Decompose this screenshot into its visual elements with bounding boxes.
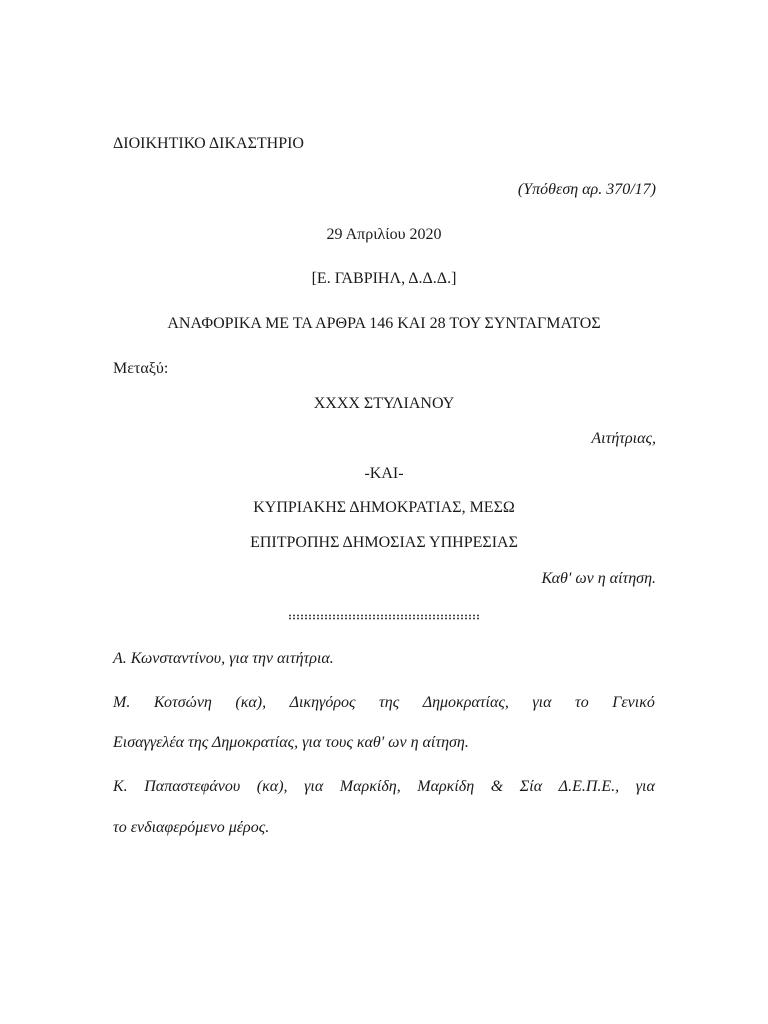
and-label: -ΚΑΙ- [364,465,404,482]
appearance-word: Μαρκίδη, [339,778,401,795]
court-name: ΔΙΟΙΚΗΤΙΚΟ ΔΙΚΑΣΤΗΡΙΟ [113,135,304,152]
appearance-word: Παπαστεφάνου [144,778,241,795]
appearance-word: Μ. [113,694,131,711]
appearance-word: (κα), [235,694,267,711]
appearance-word: το [575,694,589,711]
respondent-line-2: ΕΠΙΤΡΟΠΗΣ ΔΗΜΟΣΙΑΣ ΥΠΗΡΕΣΙΑΣ [250,534,518,551]
subject-heading: ΑΝΑΦΟΡΙΚΑ ΜΕ ΤΑ ΑΡΘΡΑ 146 ΚΑΙ 28 ΤΟΥ ΣΥΝΤΑΓΜΑΤΟΣ [167,315,601,332]
appearance-word: Δημοκρατίας, [422,694,509,711]
appearance-word: & [490,778,504,795]
between-label: Μεταξύ: [113,360,169,377]
appearance-word: Κ. [113,778,128,795]
appearance-word: για [304,778,324,795]
judge-name: [Ε. ΓΑΒΡΙΗΛ, Δ.Δ.Δ.] [311,270,457,287]
appearance-word: (κα), [256,778,288,795]
section-divider [288,614,480,620]
respondent-line-1: ΚΥΠΡΙΑΚΗΣ ΔΗΜΟΚΡΑΤΙΑΣ, ΜΕΣΩ [253,499,515,516]
appearance-word: για [532,694,552,711]
appearance-word: Δικηγόρος [289,694,356,711]
applicant-role: Αιτήτριας, [591,430,656,447]
appearance-word: Σία [519,778,543,795]
appearance-respondent-line-1 [113,693,655,713]
appearance-applicant: Α. Κωνσταντίνου, για την αιτήτρια. [113,650,334,667]
appearance-word: Κοτσώνη [153,694,212,711]
judgment-date: 29 Απριλίου 2020 [326,226,442,243]
appearance-word: Μαρκίδη [417,778,475,795]
respondent-role: Καθ' ων η αίτηση. [541,570,656,587]
appearance-interested-line-2: το ενδιαφερόμενο μέρος. [113,819,270,836]
appearance-respondent-line-2: Εισαγγελέα της Δημοκρατίας, για τους καθ' ων η αίτηση. [113,734,469,751]
appearance-word: Γενικό [612,694,655,711]
applicant-name: ΧΧΧΧ ΣΤΥΛΙΑΝΟΥ [313,395,455,412]
appearance-interested-line-1 [113,777,655,797]
appearance-word: για [635,778,655,795]
appearance-word: Δ.Ε.Π.Ε., [558,778,620,795]
case-number: (Υπόθεση αρ. 370/17) [517,181,656,198]
appearance-word: της [379,694,400,711]
